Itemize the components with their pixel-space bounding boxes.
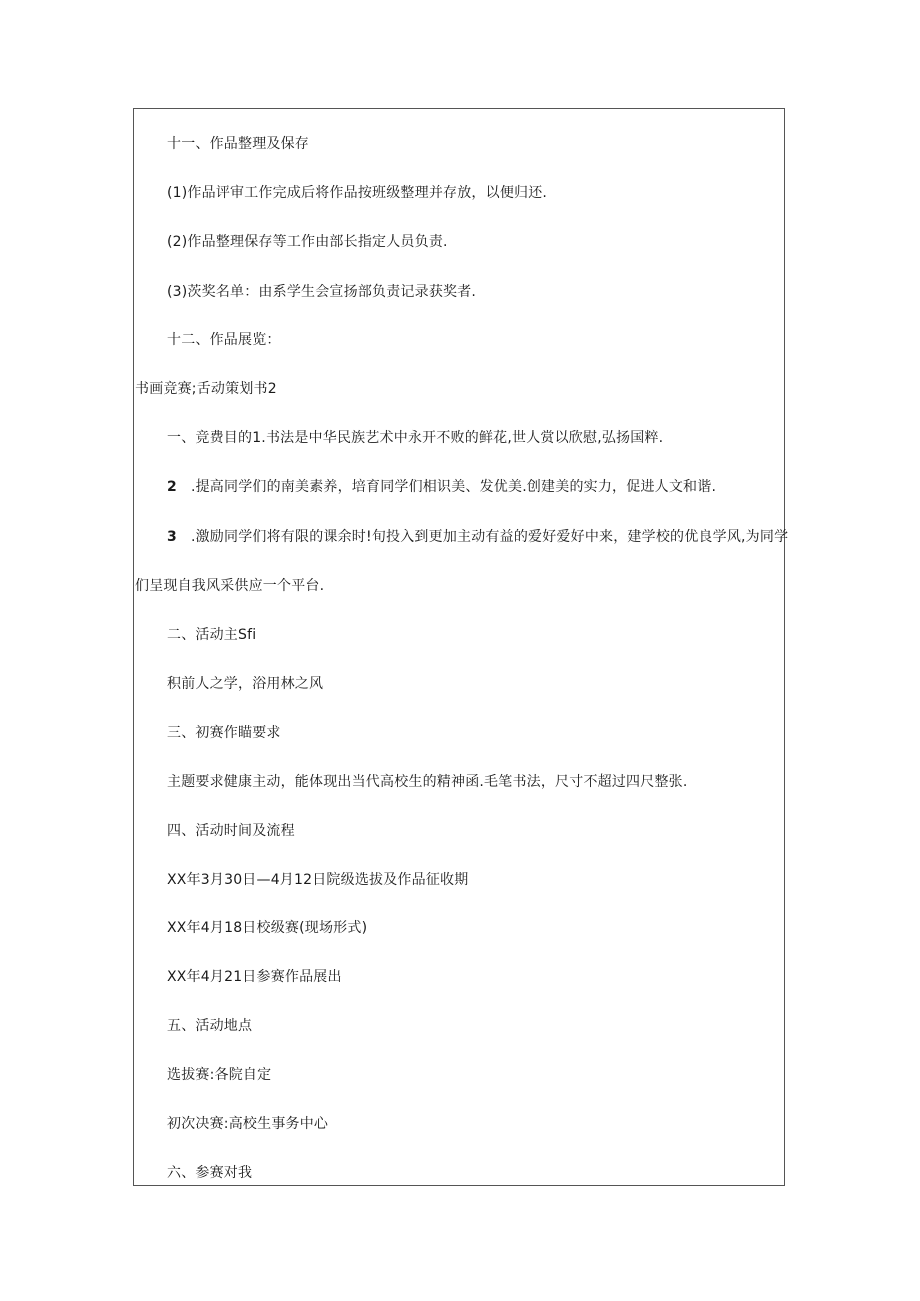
schedule-item: XX年4月21日参赛作品展出	[167, 969, 342, 985]
item-text: .激励同学们将有限的课余时!旬投入到更加主动有益的爱好爱好中来，建学校的优良学风,为同学	[190, 529, 789, 545]
section-heading: 四、活动时间及流程	[167, 823, 295, 839]
section-heading: 十一、作品整理及保存	[167, 136, 309, 152]
numbered-paragraph	[167, 527, 788, 547]
item-number: 3	[167, 529, 177, 545]
section-heading: 六、参赛对我	[167, 1165, 253, 1181]
section-heading: 十二、作品展览：	[167, 332, 281, 348]
paragraph: 初次决赛:高校生事务中心	[167, 1116, 329, 1132]
item-number: 2	[167, 479, 177, 495]
schedule-item: XX年3月30日—4月12日院级选拔及作品征收期	[167, 872, 469, 888]
numbered-paragraph	[167, 477, 716, 497]
paragraph-continuation: 们呈现自我风采供应一个平台.	[135, 578, 325, 594]
section-heading: 二、活动主Sfi	[167, 627, 257, 643]
paragraph: 一、竞费目的1.书法是中华民族艺术中永开不败的鲜花,世人赏以欣慰,弘扬国粹.	[167, 430, 664, 446]
paragraph: 主题要求健康主动，能体现出当代高校生的精神函.毛笔书法，尺寸不超过四尺整张.	[167, 774, 688, 790]
paragraph: (1)作品评审工作完成后将作品按班级整理并存放，以便归还.	[167, 185, 548, 201]
document-title: 书画竞赛;舌动策划书2	[135, 381, 277, 397]
paragraph: (3)茨奖名单：由系学生会宣扬部负责记录获奖者.	[167, 284, 477, 300]
section-heading: 五、活动地点	[167, 1018, 253, 1034]
schedule-item: XX年4月18日校级赛(现场形式)	[167, 920, 368, 936]
paragraph: 选拔赛:各院自定	[167, 1067, 272, 1083]
paragraph: 积前人之学，浴用林之风	[167, 676, 324, 692]
paragraph: (2)作品整理保存等工作由部长指定人员负责.	[167, 234, 448, 250]
section-heading: 三、初赛作瞄要求	[167, 725, 281, 741]
item-text: .提高同学们的南美素养，培育同学们相识美、发优美.创建美的实力，促进人文和谐.	[190, 479, 717, 495]
